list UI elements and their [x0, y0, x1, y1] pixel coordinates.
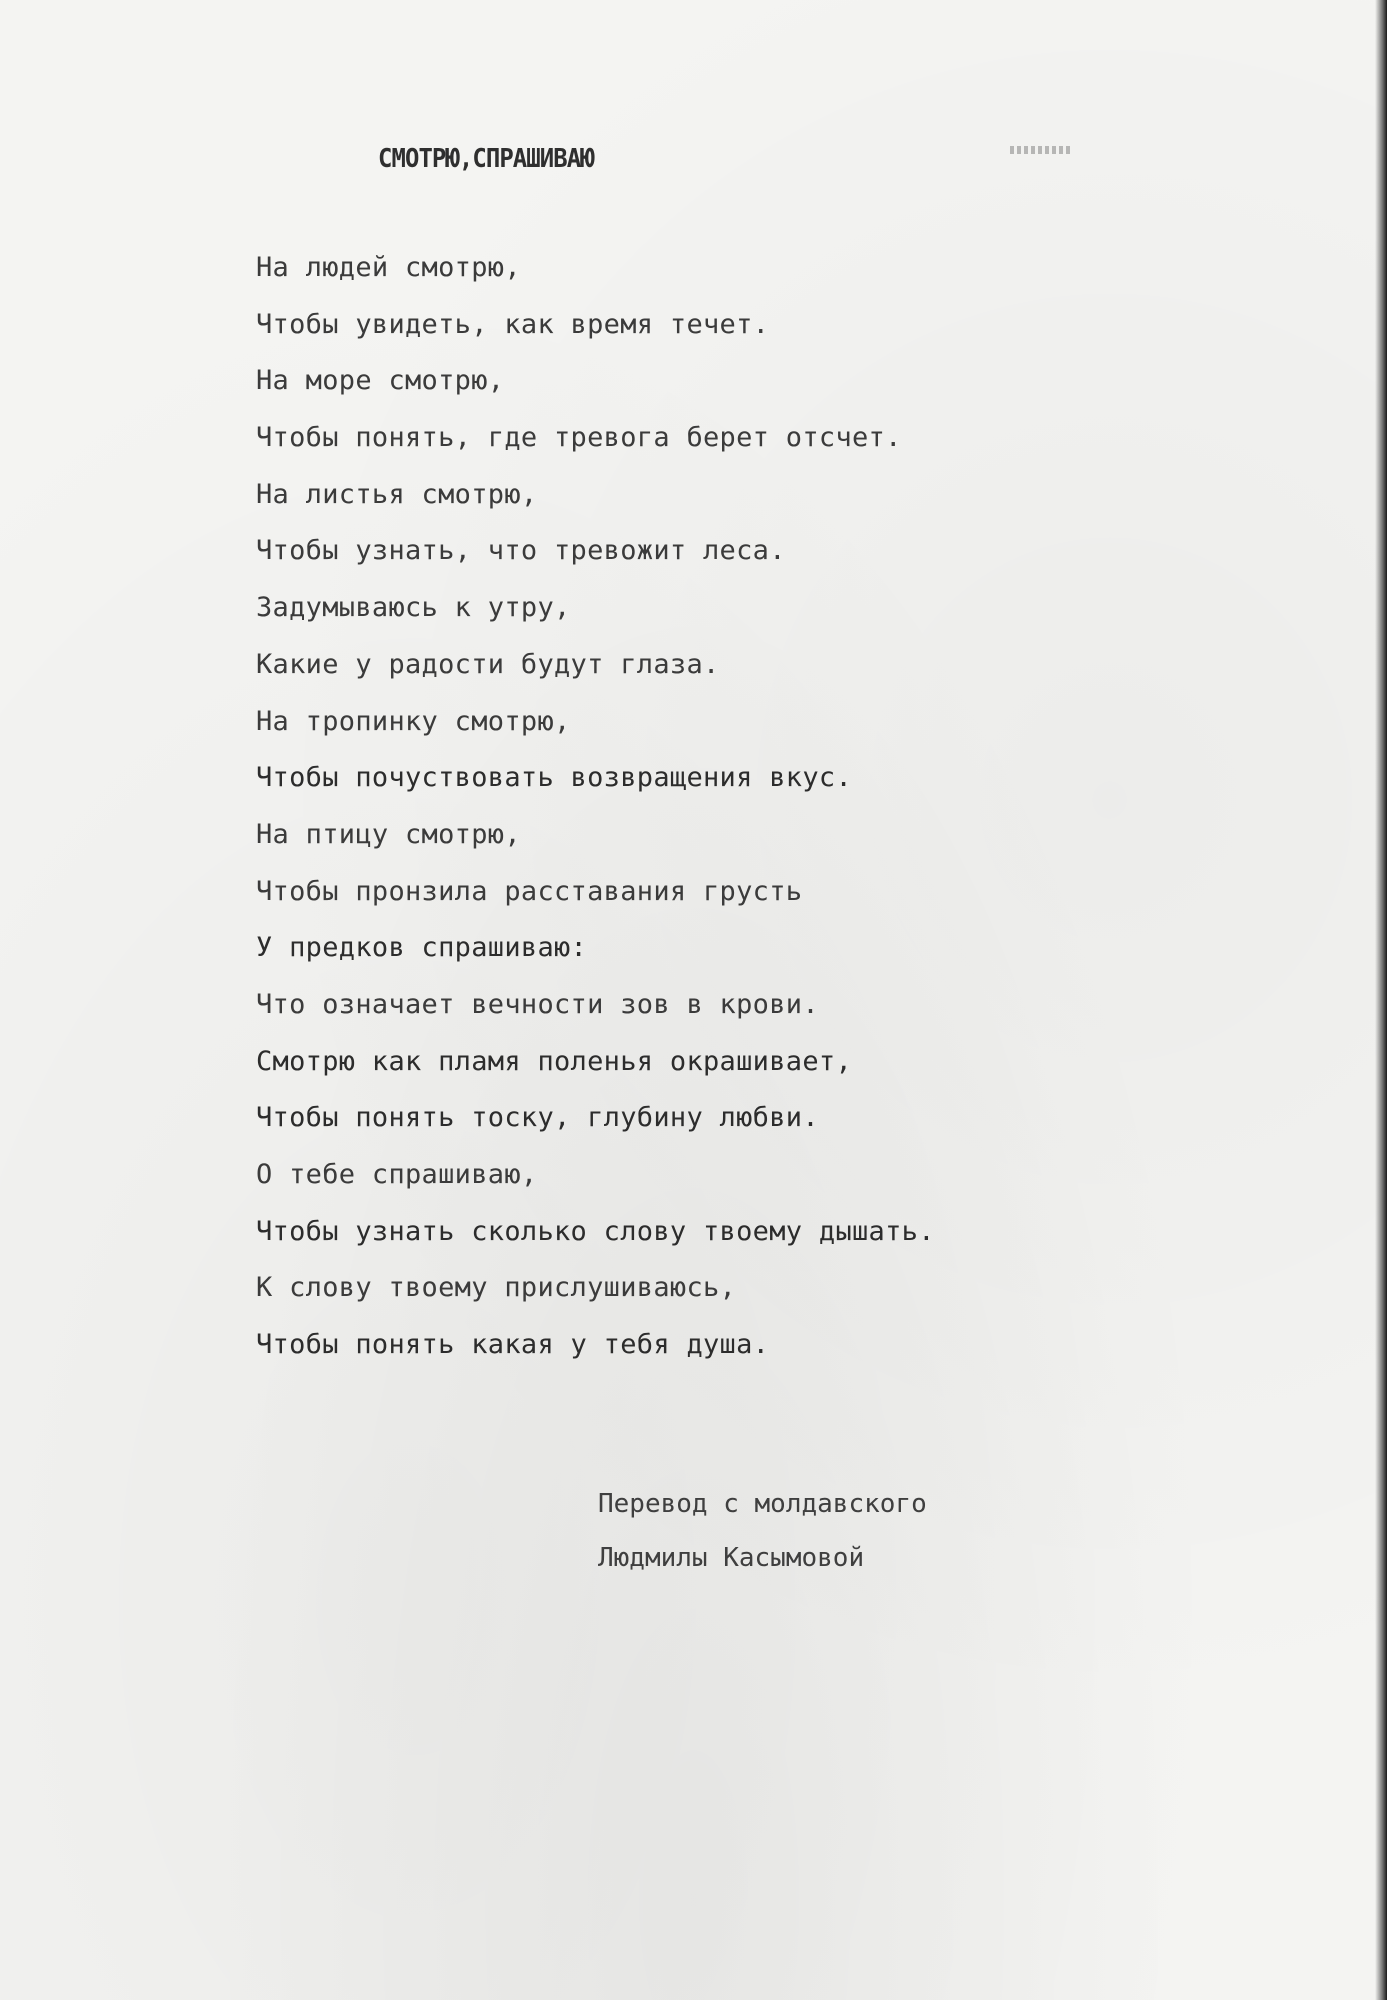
poem-line: На людей смотрю, [256, 252, 521, 283]
poem-line: На море смотрю, [256, 365, 505, 397]
poem-line: На тропинку смотрю, [256, 705, 571, 737]
poem-line: Задумываюсь к утру, [256, 592, 571, 624]
poem-line: Смотрю как пламя поленья окрашивает, [256, 1045, 852, 1077]
poem-line: Что означает вечности зов в крови. [256, 988, 819, 1020]
poem-line: Чтобы понять тоску, глубину любви. [256, 1102, 819, 1134]
translator-credit [598, 1484, 927, 1592]
poem-title: СМОТРЮ,СПРАШИВАЮ [378, 144, 594, 174]
translator-name: Людмилы Касымовой [598, 1543, 865, 1573]
poem-line: Какие у радости будут глаза. [256, 648, 720, 680]
poem-line: У предков спрашиваю: [256, 932, 588, 964]
poem-line: На листья смотрю, [256, 478, 538, 510]
poem-line: О тебе спрашиваю, [256, 1159, 538, 1190]
poem-line: Чтобы узнать, что тревожит леса. [256, 535, 786, 567]
poem-line: Чтобы понять, где тревога берет отсчет. [256, 422, 902, 454]
poem-body [256, 248, 935, 1382]
poem-line: К слову твоему прислушиваюсь, [256, 1272, 737, 1304]
poem-line: Чтобы понять какая у тебя душа. [256, 1329, 770, 1361]
poem-line: Чтобы пронзила расставания грусть [256, 875, 803, 907]
poem-line: На птицу смотрю, [256, 818, 521, 850]
poem-line: Чтобы узнать сколько слову твоему дышать. [256, 1215, 935, 1247]
ink-smudge [1010, 146, 1072, 154]
poem-line: Чтобы увидеть, как время течет. [256, 308, 770, 340]
poem-line: Чтобы почуствовать возвращения вкус. [256, 762, 852, 794]
page-edge-shadow [1375, 0, 1387, 2000]
translation-note: Перевод с молдавского [598, 1489, 927, 1519]
